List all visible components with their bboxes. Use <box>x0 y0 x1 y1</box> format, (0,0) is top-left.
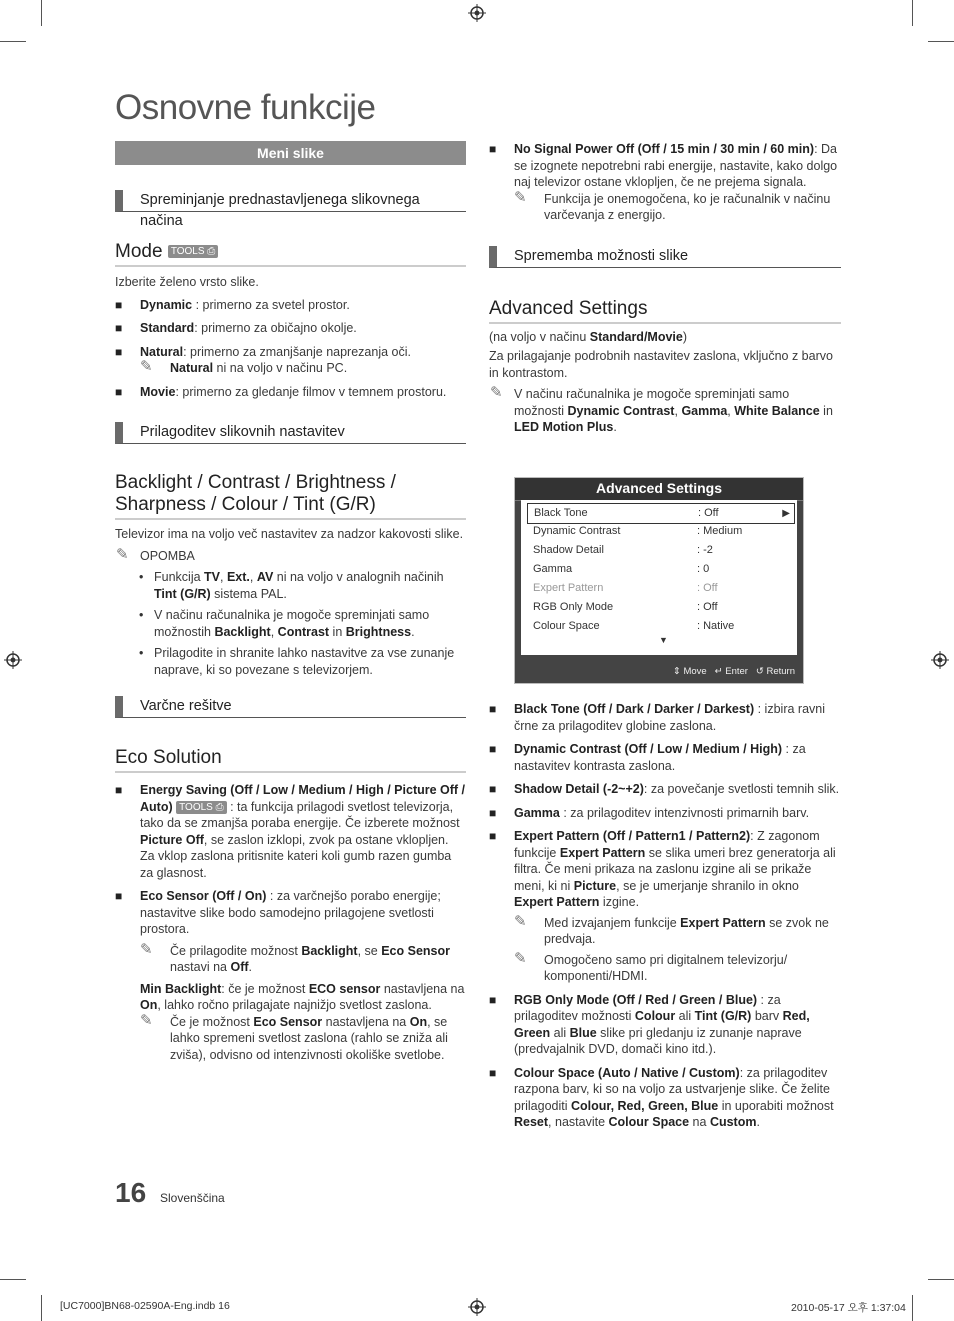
page-number: 16 <box>115 1177 147 1208</box>
scroll-down-icon[interactable]: ▼ <box>659 635 668 645</box>
list-item: ■ Colour Space (Auto / Native / Custom): za prilagoditev razpona barv, ki so na voljo za ustvarjenje slike. Če želite prilagoditi Colour, Red, Green, Blue in uporabiti možnost Reset, nastavite Colour Space na Custom. <box>489 1065 841 1131</box>
registration-mark-icon <box>468 4 486 22</box>
osd-row[interactable]: Gamma : 0 <box>533 563 710 575</box>
return-label: Return <box>766 666 795 677</box>
osd-row[interactable]: Colour Space : Native <box>533 620 735 632</box>
osd-footer <box>673 666 795 677</box>
subsection-header: Sprememba možnosti slike <box>489 246 841 268</box>
crop-mark <box>912 1295 913 1321</box>
return-icon: ↺ <box>755 666 764 677</box>
heading-text: Mode <box>115 241 163 262</box>
pencil-icon: ✎ <box>514 949 527 967</box>
pencil-icon: ✎ <box>116 545 129 563</box>
left-column <box>115 141 466 1063</box>
pencil-icon: ✎ <box>514 912 527 930</box>
list-item: ■ Movie: primerno za gledanje filmov v temnem prostoru. <box>115 384 466 401</box>
subsection-header: Prilagoditev slikovnih nastavitev <box>115 422 466 444</box>
pencil-icon: ✎ <box>140 1011 153 1029</box>
osd-title: Advanced Settings <box>515 478 803 501</box>
move-label: Move <box>683 666 707 677</box>
note: ✎ Če je možnost Eco Sensor nastavljena na On, se lahko spremeni svetlost zaslona (rahlo se zniža ali zviša), odvisno od intenzivnosti okoliške svetlobe. <box>140 1011 448 1062</box>
list-item: ■ Dynamic : primerno za svetel prostor. <box>115 297 466 314</box>
pencil-icon: ✎ <box>490 384 503 401</box>
osd-row[interactable]: Black Tone : Off ▶ <box>527 503 795 524</box>
right-column-lower <box>489 701 841 1131</box>
enter-label: Enter <box>725 666 748 677</box>
subsection-header: Spreminjanje prednastavljenega slikovnega načina <box>115 190 466 212</box>
osd-row[interactable]: RGB Only Mode : Off <box>533 601 718 613</box>
eco-heading: Eco Solution <box>115 747 466 773</box>
note: ✎ Natural ni na voljo v načinu PC. <box>140 358 348 375</box>
list-item: ■ Black Tone (Off / Dark / Darker / Darkest) : izbira ravni črne za prilagoditev globine zaslona. <box>489 701 841 734</box>
note: ✎ Če prilagodite možnost Backlight, se Eco Sensor nastavi na Off. <box>140 940 450 974</box>
enter-icon: ↵ <box>714 666 723 677</box>
mode-intro: Izberite želeno vrsto slike. <box>115 275 259 289</box>
tools-badge: TOOLS ⎙ <box>168 245 219 258</box>
note-heading: ✎ OPOMBA <box>116 545 195 563</box>
crop-mark <box>928 1279 954 1280</box>
list-item: ■ Shadow Detail (-2~+2): za povečanje svetlosti temnih slik. <box>489 781 841 798</box>
advanced-heading: Advanced Settings <box>489 298 841 324</box>
list-item: ■ Natural: primerno za zmanjšanje naprezanja oči. <box>115 344 466 361</box>
list-item: ■ Expert Pattern (Off / Pattern1 / Pattern2): Z zagonom funkcije Expert Pattern se slika umeri brez generatorja ali filtra. Če meni prikaza na zaslonu izgine ali se prikaže meni, ki ni Picture, se je umerjanje shranilo in okno Expert Pattern izgine. <box>489 828 841 911</box>
crop-mark <box>928 41 954 42</box>
crop-mark <box>41 0 42 26</box>
crop-mark <box>41 1295 42 1321</box>
list-item: ■ Eco Sensor (Off / On) : za varčnejšo porabo energije; nastavitve slike bodo samodejno prilagojene svetlosti prostora. <box>115 888 466 938</box>
advanced-availability: (na voljo v načinu Standard/Movie) <box>489 329 688 344</box>
osd-row[interactable]: Dynamic Contrast : Medium <box>533 525 743 537</box>
note: ✎ V načinu računalnika je mogoče spreminjati samo možnosti Dynamic Contrast, Gamma, White Balance in LED Motion Plus. <box>490 384 833 434</box>
list-item: • Funkcija TV, Ext., AV ni na voljo v analognih načinih Tint (G/R) sistema PAL. <box>139 569 466 602</box>
page-language: Slovenščina <box>160 1191 225 1205</box>
tools-label: TOOLS <box>179 801 213 813</box>
pencil-icon: ✎ <box>140 358 153 375</box>
menu-bar: Meni slike <box>115 141 466 165</box>
list-item: ■ Energy Saving (Off / Low / Medium / High / Picture Off / Auto) TOOLS ⎙ : ta funkcija prilagodi svetlost televizorja, tako da se zmanjša poraba energije. Če izberete možnost Picture Off, se zaslon izklopi, zvok pa ostane vklopljen. Za vklop zaslona pritisnite kateri koli gumb razen gumba za glasnost. <box>115 782 466 881</box>
arrow-right-icon: ▶ <box>782 508 790 519</box>
tools-label: TOOLS <box>170 246 205 258</box>
note: ✎ Omogočeno samo pri digitalnem televizorju/ komponenti/HDMI. <box>514 949 788 983</box>
list-item: ■ Dynamic Contrast (Off / Low / Medium / High) : za nastavitev kontrasta zaslona. <box>489 741 841 774</box>
imprint-date: 2010-05-17 오후 1:37:04 <box>791 1302 906 1314</box>
registration-mark-icon <box>4 651 22 669</box>
crop-mark <box>0 1279 26 1280</box>
osd-row: Expert Pattern : Off <box>533 582 718 594</box>
page-title: Osnovne funkcije <box>115 88 376 127</box>
list-item: • Prilagodite in shranite lahko nastavitve za vse zunanje naprave, ki so povezane s televizorjem. <box>139 645 466 678</box>
tools-badge: TOOLS ⎙ <box>176 801 227 814</box>
list-item: ■ Gamma : za prilagoditev intenzivnosti primarnih barv. <box>489 805 841 822</box>
backlight-intro: Televizor ima na voljo več nastavitev za nadzor kakovosti slike. <box>115 527 464 541</box>
crop-mark <box>912 0 913 26</box>
move-icon: ⇕ <box>672 666 681 677</box>
backlight-heading: Backlight / Contrast / Brightness / Sharpness / Colour / Tint (G/R) <box>115 472 466 520</box>
pencil-icon: ✎ <box>140 940 153 958</box>
subsection-header: Varčne rešitve <box>115 696 466 718</box>
right-column <box>489 141 841 436</box>
registration-mark-icon <box>468 1298 486 1316</box>
min-backlight: Min Backlight: če je možnost ECO sensor nastavljena na On, lahko ročno prilagajate najnižjo svetlost zaslona. <box>140 981 465 1012</box>
list-item: ■ RGB Only Mode (Off / Red / Green / Blue) : za prilagoditev možnosti Colour ali Tint (G/R) barv Red, Green ali Blue slike pri gledanju iz zunanje naprave (predvajalnik DVD, domači kino itd.). <box>489 992 841 1058</box>
registration-mark-icon <box>931 651 949 669</box>
osd-body <box>521 500 797 655</box>
osd-menu <box>514 477 804 684</box>
note: ✎ Med izvajanjem funkcije Expert Pattern se zvok ne predvaja. <box>514 912 829 946</box>
list-item: ■ Standard: primerno za običajno okolje. <box>115 320 466 337</box>
note: ✎ Funkcija je onemogočena, ko je računalnik v načinu varčevanja z energijo. <box>514 188 831 222</box>
crop-mark <box>0 41 26 42</box>
osd-row[interactable]: Shadow Detail : -2 <box>533 544 713 556</box>
pencil-icon: ✎ <box>514 188 527 206</box>
imprint-file: [UC7000]BN68-02590A-Eng.indb 16 <box>60 1300 230 1312</box>
list-item: • V načinu računalnika je mogoče spreminjati samo možnostih Backlight, Contrast in Brightness. <box>139 607 466 640</box>
mode-heading <box>115 241 466 267</box>
advanced-intro: Za prilagajanje podrobnih nastavitev zaslona, vključno z barvo in kontrastom. <box>489 349 833 380</box>
list-item: ■ No Signal Power Off (Off / 15 min / 30 min / 60 min): Da se izognete nepotrebni rabi energije, nastavite, kako dolgo naj televizor ostane vklopljen, če ne prejema signala. <box>489 141 841 191</box>
